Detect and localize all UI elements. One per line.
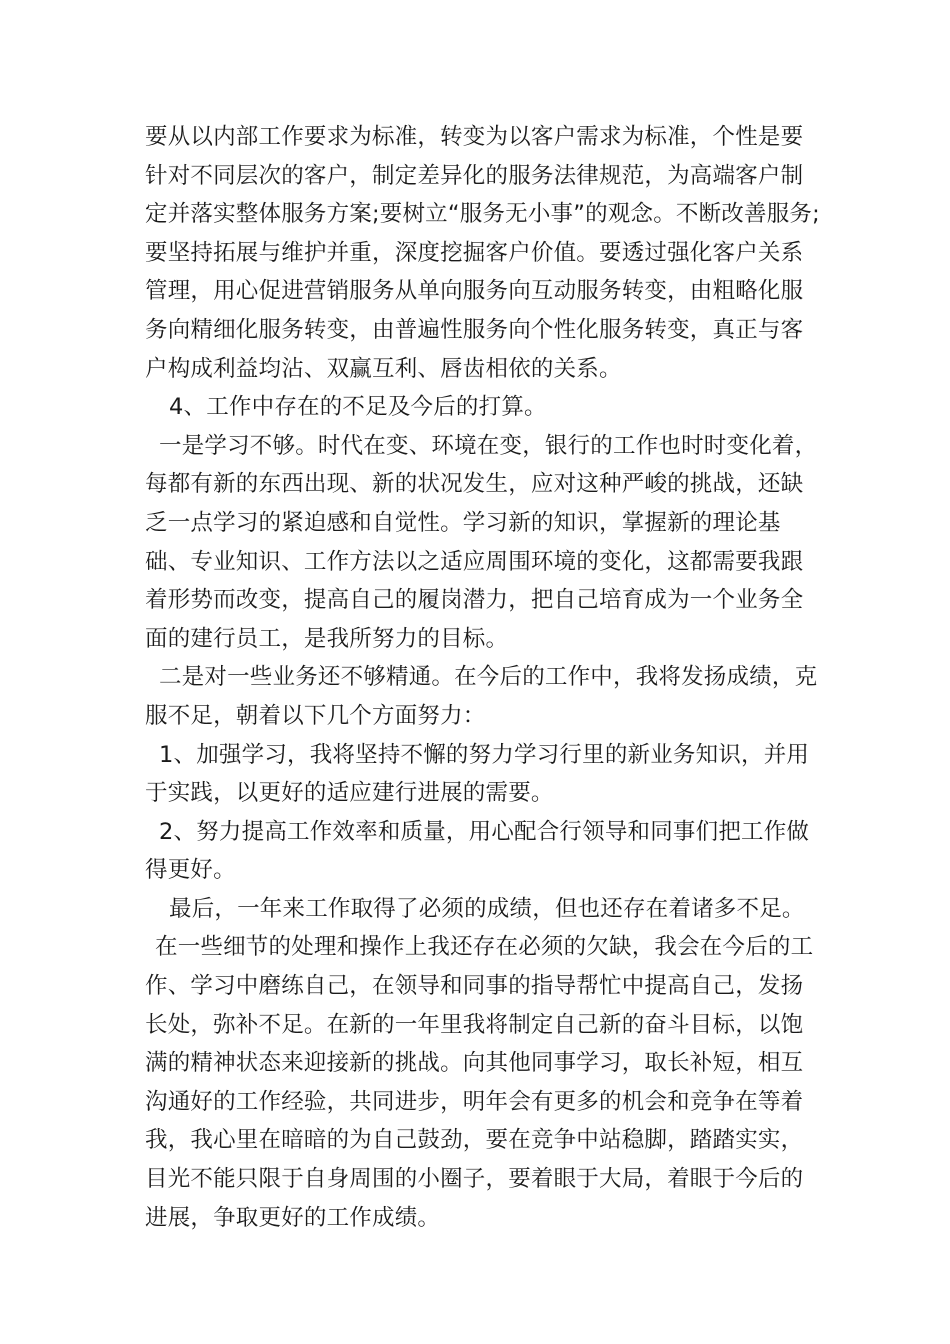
paragraph-improve-efficiency: 2、努力提高工作效率和质量，用心配合行领导和同事们把工作做得更好。	[145, 818, 810, 884]
paragraph-section-4-heading: 4、工作中存在的不足及今后的打算。	[169, 394, 547, 421]
paragraph-strengthen-learning: 1、加强学习，我将坚持不懈的努力学习行里的新业务知识，并用于实践，以更好的适应建行进展的需要。	[145, 741, 810, 807]
paragraph-business-proficiency: 二是对一些业务还不够精通。在今后的工作中，我将发扬成绩，克服不足，朝着以下几个方面努力：	[145, 664, 818, 729]
paragraph-future-goals: 在一些细节的处理和操作上我还存在必须的欠缺，我会在今后的工作、学习中磨练自己，在领导和同事的指导帮忙中提高自己，发扬长处，弥补不足。在新的一年里我将制定自己新的奋斗目标，以饱满的精神状态来迎接新的挑战。向其他同事学习，取长补短，相互沟通好的工作经验，共同进步，明年会有更多的机会和竞争在等着我，我心里在暗暗的为自己鼓劲，要在竞争中站稳脚，踏踏实实，目光不能只限于自身周围的小圈子，要着眼于大局，着眼于今后的进展，争取更好的工作成绩。	[145, 934, 814, 1231]
paragraph-insufficient-learning: 一是学习不够。时代在变、环境在变，银行的工作也时时变化着，每都有新的东西出现、新的状况发生，应对这种严峻的挑战，还缺乏一点学习的紧迫感和自觉性。学习新的知识，掌握新的理论基础、专业知识、工作方法以之适应周围环境的变化，这都需要我跟着形势而改变，提高自己的履岗潜力，把自己培育成为一个业务全面的建行员工，是我所努力的目标。	[145, 432, 818, 652]
document-body	[145, 118, 825, 1237]
paragraph-service-standards: 要从以内部工作要求为标准，转变为以客户需求为标准，个性是要针对不同层次的客户，制定差异化的服务法律规范，为高端客户制定并落实整体服务方案;要树立“服务无小事”的观念。不断改善服务;要坚持拓展与维护并重，深度挖掘客户价值。要透过强化客户关系管理，用心促进营销服务从单向服务向互动服务转变，由粗略化服务向精细化服务转变，由普遍性服务向个性化服务转变，真正与客户构成利益均沾、双赢互利、唇齿相依的关系。	[145, 124, 820, 382]
paragraph-conclusion: 最后，一年来工作取得了必须的成绩，但也还存在着诸多不足。	[169, 895, 805, 922]
